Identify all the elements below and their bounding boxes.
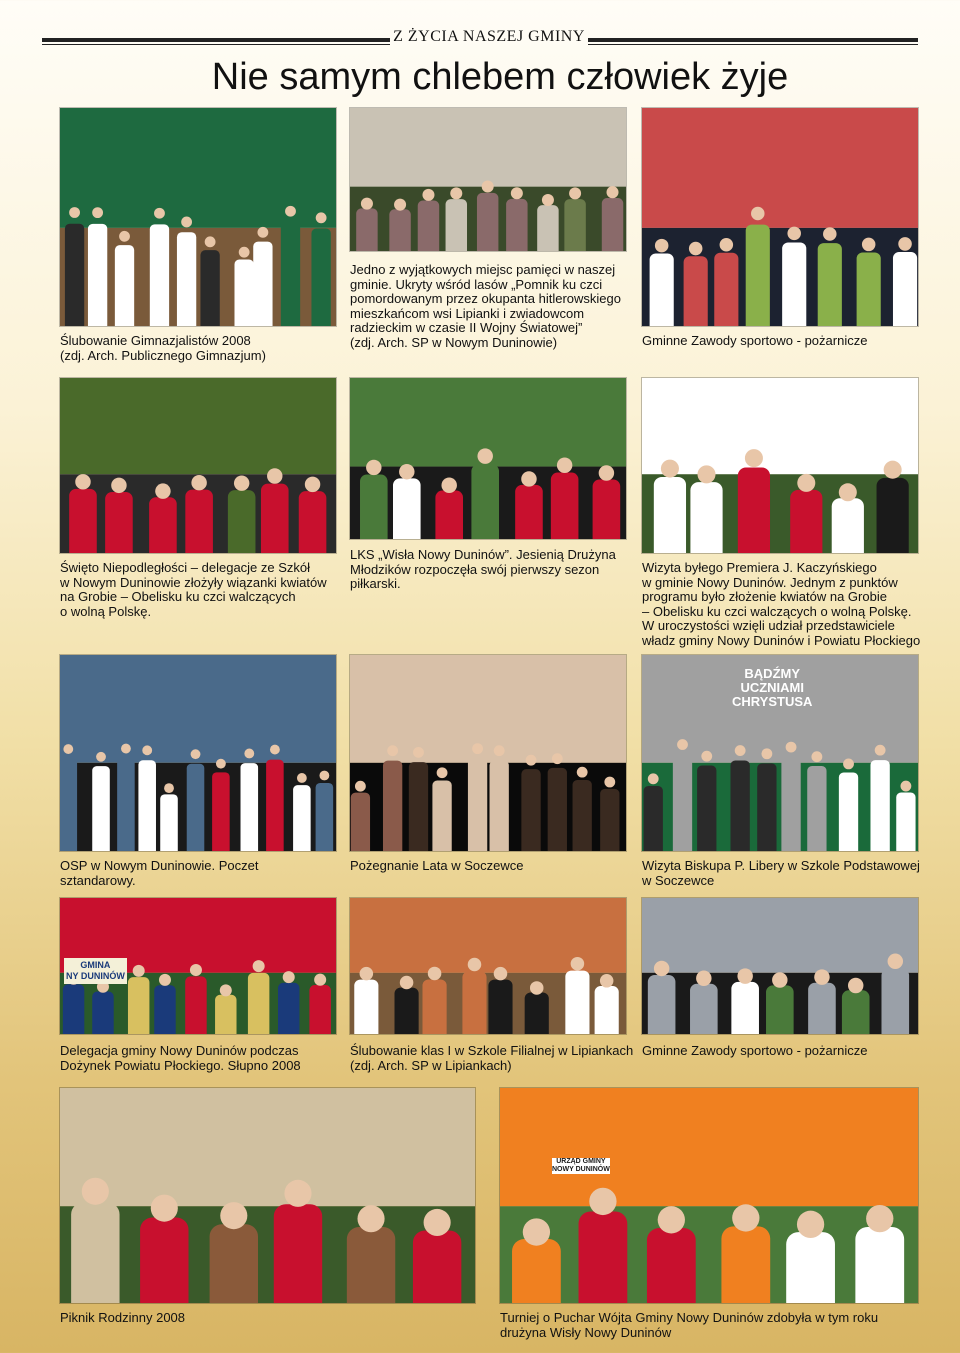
person-head xyxy=(205,236,216,247)
person-head xyxy=(283,971,295,983)
person-head xyxy=(319,771,329,781)
person-figure xyxy=(422,979,446,1034)
person-head xyxy=(119,231,130,242)
person-head xyxy=(761,748,772,759)
photo-students-flags-icon xyxy=(60,378,336,553)
person-head xyxy=(151,1195,178,1222)
person-head xyxy=(655,239,669,253)
person-figure xyxy=(731,982,759,1034)
photo-kaczynski-visit xyxy=(642,378,918,553)
person-figure xyxy=(261,484,289,553)
person-head xyxy=(494,967,508,981)
person-figure xyxy=(602,198,623,251)
caption-osp-color-guard: OSP w Nowym Duninowie. Poczet sztandarowy. xyxy=(60,858,259,888)
person-figure xyxy=(512,1239,561,1303)
person-head xyxy=(450,187,462,199)
person-figure xyxy=(309,985,330,1034)
person-head xyxy=(884,461,902,479)
photo-family-picnic-icon xyxy=(60,1088,475,1303)
person-head xyxy=(648,773,659,784)
person-head xyxy=(121,744,131,754)
person-head xyxy=(898,237,912,251)
person-figure xyxy=(877,478,909,553)
person-figure xyxy=(347,1227,395,1303)
person-head xyxy=(316,212,327,223)
person-figure xyxy=(647,1228,696,1303)
person-head xyxy=(843,758,854,769)
header-rule-left xyxy=(42,38,390,42)
person-figure xyxy=(595,986,619,1034)
person-head xyxy=(357,1205,384,1232)
person-figure xyxy=(115,245,134,326)
person-head xyxy=(305,477,320,492)
person-head xyxy=(521,471,536,486)
person-head xyxy=(239,247,250,258)
person-figure xyxy=(253,242,272,326)
person-head xyxy=(468,958,482,972)
person-head xyxy=(244,749,254,759)
person-head xyxy=(399,464,414,479)
person-head xyxy=(190,964,202,976)
photo-firefighters-competition xyxy=(642,108,918,326)
person-figure xyxy=(881,968,909,1034)
person-head xyxy=(394,199,406,211)
caption-class-one-oath: Ślubowanie klas I w Szkole Filialnej w Lipiankach (zdj. Arch. SP w Lipiankach) xyxy=(350,1043,634,1073)
person-figure xyxy=(746,225,770,326)
caption-gymnasium-oath: Ślubowanie Gimnazjalistów 2008 (zdj. Arch. Publicznego Gimnazjum) xyxy=(60,333,266,363)
photo-family-picnic xyxy=(60,1088,475,1303)
photo-banner-text: BĄDŹMY UCZNIAMI CHRYSTUSA xyxy=(732,666,813,709)
person-figure xyxy=(210,1224,258,1303)
person-figure xyxy=(593,480,621,539)
person-head xyxy=(577,767,588,778)
person-figure xyxy=(690,984,718,1034)
person-figure xyxy=(92,766,110,851)
person-figure xyxy=(394,988,418,1034)
person-figure xyxy=(274,1204,322,1303)
person-head xyxy=(297,773,307,783)
caption-kaczynski-visit: Wizyta byłego Premiera J. Kaczyńskiego w gminie Nowy Duninów. Jednym z punktów programu było złożenie kwiatów na Grobie – Obelisku ku czci walczących o wolną Polskę. W uroczystości wzięli udział przedstawiciele władz gminy Nowy Duninów i Powiatu Płockiego xyxy=(642,560,921,648)
person-figure xyxy=(446,199,467,251)
person-head xyxy=(482,180,494,192)
person-figure xyxy=(564,199,585,251)
person-head xyxy=(811,751,822,762)
person-figure xyxy=(650,254,674,326)
person-head xyxy=(696,971,711,986)
person-head xyxy=(720,238,734,252)
person-figure xyxy=(185,976,206,1034)
person-figure xyxy=(413,1230,461,1303)
person-figure xyxy=(105,492,133,553)
photo-monument-icon xyxy=(350,108,626,251)
person-head xyxy=(63,744,73,754)
person-head xyxy=(772,972,787,987)
person-head xyxy=(142,745,152,755)
person-head xyxy=(797,474,815,492)
person-figure xyxy=(160,794,178,851)
person-head xyxy=(181,217,192,228)
person-figure xyxy=(278,983,299,1034)
person-head xyxy=(526,755,537,766)
person-head xyxy=(677,739,688,750)
person-figure xyxy=(808,983,836,1034)
person-figure xyxy=(92,991,113,1034)
person-figure xyxy=(782,242,806,326)
caption-bishop-visit: Wizyta Biskupa P. Libery w Szkole Podstawowej w Soczewce xyxy=(642,858,920,888)
caption-lks-wisla-team: LKS „Wisła Nowy Duninów”. Jesienią Drużyna Młodzików rozpoczęła swój pierwszy sezon piłkarski. xyxy=(350,547,616,591)
person-head xyxy=(220,984,232,996)
person-head xyxy=(888,954,903,969)
caption-summer-farewell: Pożegnanie Lata w Soczewce xyxy=(350,858,524,873)
person-head xyxy=(786,742,797,753)
person-figure xyxy=(654,477,686,553)
person-figure xyxy=(248,973,269,1034)
person-head xyxy=(82,1178,109,1205)
person-head xyxy=(557,458,572,473)
person-figure xyxy=(154,985,175,1034)
person-figure xyxy=(383,761,402,851)
person-head xyxy=(751,207,765,221)
person-head xyxy=(787,227,801,241)
person-head xyxy=(745,449,763,467)
person-figure xyxy=(69,489,97,553)
photo-dance-party-icon xyxy=(350,655,626,851)
person-figure xyxy=(316,783,334,851)
photo-independence-day xyxy=(60,378,336,553)
person-figure xyxy=(88,224,107,326)
person-head xyxy=(75,474,90,489)
person-figure xyxy=(490,761,509,851)
person-figure xyxy=(790,490,822,553)
person-head xyxy=(428,967,442,981)
person-figure xyxy=(471,464,499,539)
person-figure xyxy=(600,789,619,851)
person-head xyxy=(866,1205,893,1232)
person-figure xyxy=(354,980,378,1034)
person-head xyxy=(400,976,414,990)
person-head xyxy=(552,753,563,764)
person-head xyxy=(875,745,886,756)
caption-harvest-delegation: Delegacja gminy Nowy Duninów podczas Dożynek Powiatu Płockiego. Słupno 2008 xyxy=(60,1043,301,1073)
person-figure xyxy=(807,766,826,851)
person-figure xyxy=(293,785,311,851)
person-head xyxy=(900,781,911,792)
person-figure xyxy=(870,760,889,851)
photo-harvest-delegation xyxy=(60,898,336,1034)
person-head xyxy=(220,1202,247,1229)
person-figure xyxy=(149,497,177,553)
person-head xyxy=(285,206,296,217)
person-head xyxy=(589,1188,616,1215)
header-rule-right xyxy=(588,38,918,42)
person-head xyxy=(823,227,837,241)
photo-ceremony-icon xyxy=(60,108,336,326)
person-head xyxy=(69,207,80,218)
person-head xyxy=(159,974,171,986)
person-figure xyxy=(215,995,236,1034)
person-figure xyxy=(200,250,219,326)
person-figure xyxy=(393,478,421,539)
photo-football-team-icon xyxy=(350,378,626,539)
photo-firefighter-competition-icon xyxy=(642,898,918,1034)
caption-independence-day: Święto Niepodległości – delegacje ze Szkół w Nowym Duninowie złożyły wiązanki kwiatów na Grobie – Obelisku ku czci walczących o wolną Polskę. xyxy=(60,560,327,619)
person-head xyxy=(701,751,712,762)
person-head xyxy=(472,743,483,754)
photo-firefighter-games xyxy=(642,898,918,1034)
person-head xyxy=(542,194,554,206)
person-figure xyxy=(565,971,589,1034)
person-head xyxy=(314,974,326,986)
section-label: Z ŻYCIA NASZEJ GMINY xyxy=(393,28,585,45)
person-head xyxy=(735,745,746,756)
person-figure xyxy=(185,490,213,553)
person-head xyxy=(361,198,373,210)
person-head xyxy=(737,968,752,983)
person-head xyxy=(862,238,876,252)
person-figure xyxy=(525,993,549,1034)
person-figure xyxy=(857,252,881,326)
person-figure xyxy=(644,786,663,851)
person-figure xyxy=(71,1202,119,1303)
person-figure xyxy=(356,208,377,251)
person-head xyxy=(387,745,398,756)
person-head xyxy=(654,961,669,976)
person-figure xyxy=(477,193,498,251)
photo-class-one-oath xyxy=(350,898,626,1034)
person-figure xyxy=(299,491,327,553)
person-figure xyxy=(896,792,915,851)
person-head xyxy=(441,478,456,493)
person-figure xyxy=(65,224,84,326)
person-figure xyxy=(537,205,558,251)
person-figure xyxy=(842,990,870,1034)
person-figure xyxy=(241,763,259,851)
photo-tournament-winners xyxy=(500,1088,918,1303)
person-figure xyxy=(60,759,77,851)
person-figure xyxy=(177,232,196,326)
person-head xyxy=(848,978,863,993)
person-figure xyxy=(548,768,567,851)
person-head xyxy=(530,981,544,995)
person-figure xyxy=(435,491,463,539)
person-figure xyxy=(781,757,800,851)
person-head xyxy=(511,187,523,199)
person-head xyxy=(284,1180,311,1207)
photo-lipianki-monument xyxy=(350,108,626,251)
person-head xyxy=(154,208,165,219)
person-head xyxy=(360,967,374,981)
person-head xyxy=(523,1218,550,1245)
caption-firefighter-games: Gminne Zawody sportowo - pożarnicze xyxy=(642,1043,868,1058)
person-figure xyxy=(818,243,842,326)
photo-fire-brigade-parade-icon xyxy=(60,655,336,851)
person-figure xyxy=(311,228,330,326)
person-figure xyxy=(266,760,284,851)
person-head xyxy=(569,187,581,199)
person-head xyxy=(133,965,145,977)
person-figure xyxy=(673,755,692,851)
person-head xyxy=(494,745,505,756)
photo-osp-color-guard xyxy=(60,655,336,851)
person-figure xyxy=(432,780,451,851)
person-figure xyxy=(360,475,388,539)
person-figure xyxy=(839,773,858,851)
photo-tournament-team-icon xyxy=(500,1088,918,1303)
person-head xyxy=(689,242,703,256)
person-head xyxy=(697,465,715,483)
person-head xyxy=(257,227,268,238)
person-head xyxy=(607,186,619,198)
person-figure xyxy=(462,971,486,1034)
page-title: Nie samym chlebem człowiek żyje xyxy=(211,56,789,98)
person-figure xyxy=(468,759,487,851)
person-figure xyxy=(187,764,205,851)
person-figure xyxy=(128,977,149,1034)
photo-gymnasium-oath xyxy=(60,108,336,326)
person-head xyxy=(477,448,492,463)
person-figure xyxy=(730,760,749,851)
person-figure xyxy=(697,766,716,851)
person-figure xyxy=(409,762,428,851)
person-figure xyxy=(212,772,230,851)
person-head xyxy=(216,759,226,769)
photo-sign-text: GMINA NY DUNINÓW xyxy=(64,958,127,984)
person-figure xyxy=(579,1211,628,1303)
person-figure xyxy=(832,498,864,553)
caption-tournament-winners: Turniej o Puchar Wójta Gminy Nowy Duninów zdobyła w tym roku drużyna Wisły Nowy Duninów xyxy=(500,1310,879,1340)
person-head xyxy=(424,1209,451,1236)
person-head xyxy=(267,468,282,483)
person-figure xyxy=(281,223,300,326)
person-head xyxy=(270,745,280,755)
person-figure xyxy=(690,482,722,553)
photo-wreath-laying-icon xyxy=(642,378,918,553)
person-head xyxy=(111,478,126,493)
person-figure xyxy=(138,760,156,851)
person-head xyxy=(599,465,614,480)
person-head xyxy=(814,969,829,984)
person-figure xyxy=(228,490,256,553)
person-figure xyxy=(684,256,708,326)
person-head xyxy=(661,460,679,478)
person-head xyxy=(797,1211,824,1238)
person-head xyxy=(155,483,170,498)
person-figure xyxy=(63,984,84,1034)
person-figure xyxy=(140,1218,188,1303)
person-figure xyxy=(117,759,135,851)
person-figure xyxy=(786,1232,835,1303)
person-head xyxy=(92,207,103,218)
person-figure xyxy=(551,473,579,539)
person-head xyxy=(164,783,174,793)
person-head xyxy=(600,974,614,988)
person-head xyxy=(253,960,265,972)
person-figure xyxy=(515,485,543,539)
person-head xyxy=(191,475,206,490)
photo-firefighters-icon xyxy=(642,108,918,326)
person-figure xyxy=(150,224,169,326)
person-figure xyxy=(757,763,776,851)
person-figure xyxy=(234,259,253,326)
person-head xyxy=(366,460,381,475)
photo-summer-farewell xyxy=(350,655,626,851)
person-figure xyxy=(721,1226,770,1303)
person-head xyxy=(96,752,106,762)
person-head xyxy=(191,749,201,759)
caption-family-picnic: Piknik Rodzinny 2008 xyxy=(60,1310,186,1325)
person-figure xyxy=(389,209,410,251)
caption-lipianki-monument: Jedno z wyjątkowych miejsc pamięci w naszej gminie. Ukryty wśród lasów „Pomnik ku czci pomordowanym przez okupanta hitlerowskiego mieszkańcom wsi Lipianki i zwiadowcom radzieckim w czasie II Wojny Światowej” (zdj. Arch. SP w Nowym Duninowie) xyxy=(350,262,621,350)
person-head xyxy=(422,189,434,201)
person-head xyxy=(839,483,857,501)
photo-bishop-visit xyxy=(642,655,918,851)
person-figure xyxy=(648,975,676,1034)
person-head xyxy=(658,1206,685,1233)
person-head xyxy=(604,777,615,788)
person-head xyxy=(355,781,366,792)
caption-firefighters-competition: Gminne Zawody sportowo - pożarnicze xyxy=(642,333,868,348)
person-head xyxy=(413,747,424,758)
person-figure xyxy=(855,1227,904,1303)
person-figure xyxy=(766,985,794,1034)
person-figure xyxy=(488,980,512,1034)
person-head xyxy=(437,767,448,778)
person-figure xyxy=(893,252,917,326)
photo-class-ceremony-icon xyxy=(350,898,626,1034)
person-figure xyxy=(506,199,527,251)
person-figure xyxy=(738,468,770,553)
person-figure xyxy=(351,793,370,851)
person-figure xyxy=(418,200,439,251)
person-head xyxy=(732,1204,759,1231)
photo-shirt-text: URZĄD GMINY NOWY DUNINÓW xyxy=(552,1158,610,1173)
person-figure xyxy=(573,780,592,851)
person-head xyxy=(234,475,249,490)
person-figure xyxy=(714,253,738,326)
photo-lks-wisla-team xyxy=(350,378,626,539)
person-head xyxy=(571,957,585,971)
person-figure xyxy=(521,769,540,851)
